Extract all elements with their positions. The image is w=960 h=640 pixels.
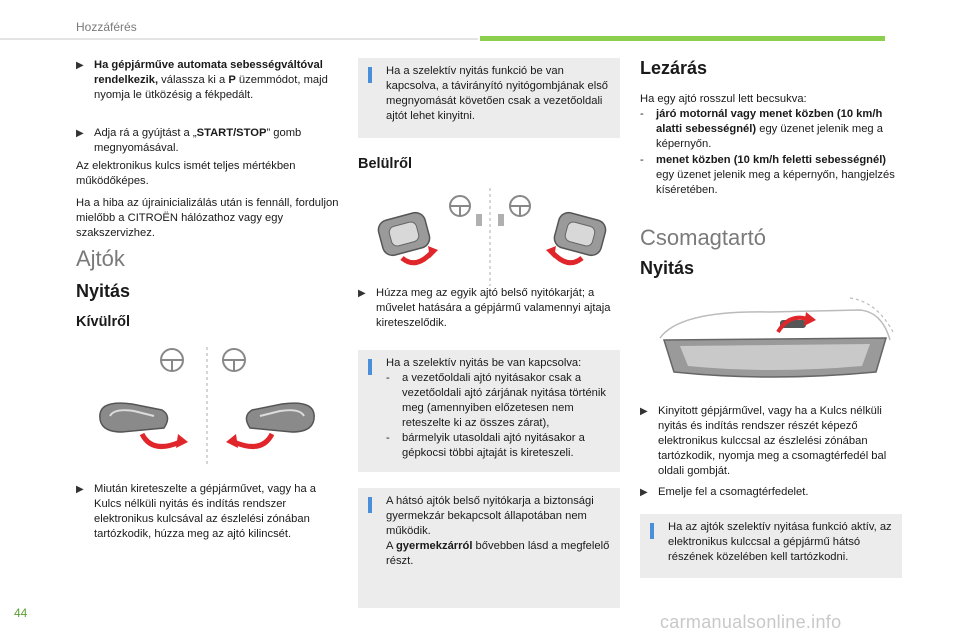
info-note-selective-opening: Ha a szelektív nyitás funkció be van kapcsolva, a távirányító nyitógombjának első megnyomását követően csak a vezetőoldali ajtót lehet kinyitni. — [358, 58, 620, 138]
bullet-outside-opening: ▶ Miután kireteszelte a gépjárművet, vagy ha a Kulcs nélküli nyitás és indítás rendszer elektronikus kulcsával az észlelési zónában tartózkodik, húzza meg az ajtó kilincsét. — [76, 483, 317, 540]
steering-wheel-icon — [223, 349, 245, 371]
list-item: - a vezetőoldali ajtó nyitásakor csak a vezetőoldali ajtó zárjának nyitása történik meg (amennyiben előzetesen nem reteszelte ki az összes zárat), — [386, 372, 606, 429]
info-marker-icon — [368, 67, 372, 83]
info-note-child-lock: A hátsó ajtók belső nyitókarja a biztonsági gyermekzár bekapcsolt állapotában nem működik. A gyermekzárról bővebben lásd a megfelelő részt. — [358, 488, 620, 608]
seat-icon — [476, 214, 482, 226]
subtitle-opening: Nyitás — [76, 281, 131, 301]
bullet-ignition: ▶ Adja rá a gyújtást a „START/STOP” gomb megnyomásával. — [76, 127, 302, 154]
bullet-arrow-icon: ▶ — [76, 128, 84, 139]
bullet-arrow-icon: ▶ — [640, 406, 648, 417]
section-title-doors: Ajtók — [76, 246, 125, 271]
header-divider — [0, 38, 478, 40]
list-item: - menet közben (10 km/h feletti sebességnél) egy üzenet jelenik meg a képernyőn, hangjelzés kíséretében. — [640, 154, 895, 196]
pull-arrow-icon — [402, 252, 432, 263]
list-item: - bármelyik utasoldali ajtó nyitásakor a gépkocsi többi ajtaját is kireteszeli. — [386, 432, 585, 459]
subsubtitle-outside: Kívülről — [76, 314, 130, 330]
info-marker-icon — [368, 497, 372, 513]
subtitle-locking: Lezárás — [640, 58, 708, 78]
bullet-arrow-icon: ▶ — [76, 484, 84, 495]
paragraph-key-functional: Az elektronikus kulcs ismét teljes mértékben működőképes. — [76, 160, 296, 187]
paragraph-fault-contact: Ha a hiba az újrainicializálás után is fennáll, forduljon mielőbb a CITROËN hálózathoz vagy egy szakszervizhez. — [76, 197, 339, 239]
pull-arrow-icon — [226, 434, 238, 448]
bullet-inside-opening: ▶ Húzza meg az egyik ajtó belső nyitókarját; a művelet hatására a gépjármű valamennyi ajtaja kireteszelődik. — [358, 287, 611, 329]
pull-arrow-icon — [142, 434, 180, 447]
page-number: 44 — [14, 606, 28, 620]
boot-handle-illustration — [650, 290, 900, 390]
door-handle-right-icon — [246, 403, 314, 432]
steering-wheel-icon — [450, 196, 470, 216]
steering-wheel-icon — [510, 196, 530, 216]
interior-handle-left-icon — [376, 210, 432, 257]
bullet-arrow-icon: ▶ — [640, 487, 648, 498]
steering-wheel-icon — [161, 349, 183, 371]
section-title-boot: Csomagtartó — [640, 225, 766, 250]
pull-arrow-icon — [804, 312, 816, 326]
interior-door-handle-illustration — [372, 188, 612, 288]
bullet-automatic-gearbox: ▶ Ha gépjárműve automata sebességváltóval rendelkezik, válassza ki a P üzemmódot, majd nyomja le ütközésig a fékpedált. — [76, 59, 328, 101]
info-marker-icon — [368, 359, 372, 375]
watermark: carmanualsonline.info — [660, 612, 842, 632]
chapter-title: Hozzáférés — [76, 20, 137, 34]
door-handle-left-icon — [100, 403, 168, 432]
subtitle-boot-opening: Nyitás — [640, 258, 695, 278]
pull-arrow-icon — [552, 252, 582, 263]
pull-arrow-icon — [234, 434, 272, 447]
bullet-arrow-icon: ▶ — [358, 288, 366, 299]
paragraph-door-badly-closed: Ha egy ajtó rosszul lett becsukva: — [640, 93, 807, 105]
bullet-lift-boot: ▶ Emelje fel a csomagtérfedelet. — [640, 486, 809, 498]
subsubtitle-inside: Belülről — [358, 156, 412, 172]
info-marker-icon — [650, 523, 654, 539]
seat-icon — [498, 214, 504, 226]
list-item: - járó motornál vagy menet közben (10 km/h alatti sebességnél) egy üzenet jelenik meg a képernyőn. — [640, 108, 883, 150]
bullet-boot-button: ▶ Kinyitott gépjárművel, vagy ha a Kulcs nélküli nyitás és indítás rendszer részét képező elektronikus kulccsal az észlelési zónában tartózkodik, nyomja meg a csomagtérfedél bal oldali gombját. — [640, 405, 887, 477]
exterior-door-handle-illustration — [92, 342, 322, 472]
header-accent-bar — [480, 36, 885, 41]
bullet-arrow-icon: ▶ — [76, 60, 84, 71]
info-note-selective-opening-details: Ha a szelektív nyitás be van kapcsolva: - a vezetőoldali ajtó nyitásakor csak a vezetőoldali ajtó zárjának nyitása történik meg (amennyiben előzetesen nem reteszelte ki az összes zárat), - bármelyik utasoldali ajtó nyitásakor a gépkocsi többi ajtaját is kireteszeli. — [358, 350, 620, 472]
pull-arrow-icon — [176, 434, 188, 448]
interior-handle-right-icon — [552, 210, 608, 257]
info-note-boot-selective: Ha az ajtók szelektív nyitása funkció aktív, az elektronikus kulccsal a gépjármű hátsó részének közelében kell tartózkodni. — [640, 514, 902, 578]
